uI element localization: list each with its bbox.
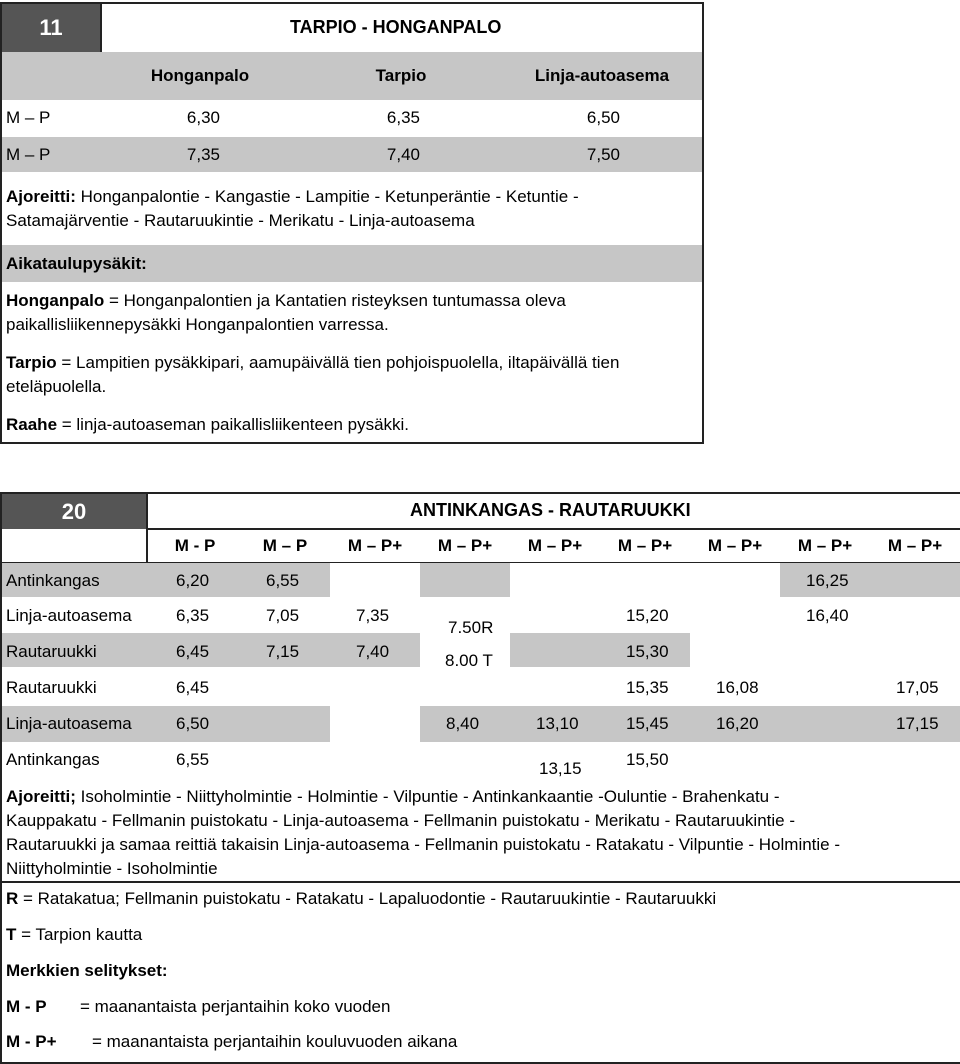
t20-route-line3: Rautaruukki ja samaa reittiä takaisin Linja-autoasema - Fellmanin puistokatu - Ratakatu - Vilpuntie - Holmintie - bbox=[6, 835, 841, 854]
t11-route bbox=[6, 185, 698, 233]
t20-stop-label: Rautaruukki bbox=[6, 678, 97, 697]
t11-row2-time-3: 7,50 bbox=[586, 145, 620, 164]
t20-col-header-3: M – P+ bbox=[347, 536, 403, 555]
t11-row1-time-2: 6,35 bbox=[386, 108, 420, 127]
t20-time-cell: 7,40 bbox=[356, 642, 390, 661]
t11-stop1-line2: paikallisliikennepysäkki Honganpalontien varressa. bbox=[6, 315, 389, 334]
t20-time-cell: 13,10 bbox=[536, 714, 579, 733]
t20-time-cell: 16,08 bbox=[716, 678, 759, 697]
t11-stop-raahe bbox=[6, 413, 698, 437]
t20-title-underline bbox=[146, 528, 960, 530]
t11-route-line1: Honganpalontie - Kangastie - Lampitie - Ketunperäntie - Ketuntie - bbox=[75, 187, 579, 206]
t20-stop-label: Rautaruukki bbox=[6, 642, 97, 661]
t20-note-r bbox=[6, 889, 716, 909]
t20-col-header-5: M – P+ bbox=[527, 536, 583, 555]
t11-route-line2: Satamajärventie - Rautaruukintie - Merikatu - Linja-autoasema bbox=[6, 211, 475, 230]
t20-note-t-text: = Tarpion kautta bbox=[16, 925, 143, 944]
t11-col-honganpalo: Honganpalo bbox=[150, 66, 250, 85]
t11-title: TARPIO - HONGANPALO bbox=[290, 17, 502, 37]
t20-stop-label: Linja-autoasema bbox=[6, 606, 132, 625]
t11-stop-tarpio bbox=[6, 351, 698, 399]
t20-time-cell: 7,35 bbox=[356, 606, 390, 625]
t11-stop3-line1: = linja-autoaseman paikallisliikenteen pysäkki. bbox=[57, 415, 410, 434]
t20-route-label: Ajoreitti; bbox=[6, 787, 76, 806]
t20-time-cell: 16,20 bbox=[716, 714, 759, 733]
t20-col-header-8: M – P+ bbox=[797, 536, 853, 555]
t20-legend1-text: = maanantaista perjantaihin koko vuoden bbox=[80, 997, 391, 1016]
t20-time-cell: 15,45 bbox=[626, 714, 669, 733]
t11-route-label: Ajoreitti: bbox=[6, 187, 76, 206]
t20-col-header-1: M - P bbox=[174, 536, 216, 555]
t20-route-line4: Niittyholmintie - Isoholmintie bbox=[6, 859, 218, 878]
t20-time-cell: 7,15 bbox=[266, 642, 300, 661]
t20-note-r-key: R bbox=[6, 889, 19, 908]
t11-row1-label: M – P bbox=[6, 108, 51, 127]
t20-time-cell: 6,55 bbox=[176, 750, 210, 769]
t20-col-header-9: M – P+ bbox=[887, 536, 943, 555]
t11-stop2-name: Tarpio bbox=[6, 353, 57, 372]
t20-col-header-4: M – P+ bbox=[437, 536, 493, 555]
t20-note-t-key: T bbox=[6, 925, 17, 944]
t20-route bbox=[6, 785, 956, 881]
t20-row-band-3 bbox=[2, 706, 960, 742]
t11-stop2-line2: eteläpuolella. bbox=[6, 377, 107, 396]
route-number-20: 20 bbox=[2, 494, 146, 529]
t20-notes-rule bbox=[2, 881, 960, 883]
t11-row1-time-1: 6,30 bbox=[186, 108, 220, 127]
t20-title: ANTINKANGAS - RAUTARUUKKI bbox=[410, 500, 691, 520]
t20-special-750: 7.50R bbox=[448, 618, 494, 637]
t20-time-cell: 6,45 bbox=[176, 678, 210, 697]
t11-stop1-line1: = Honganpalontien ja Kantatien risteyksen tuntumassa oleva bbox=[104, 291, 566, 310]
t20-time-cell: 7,05 bbox=[266, 606, 300, 625]
t20-time-cell: 6,35 bbox=[176, 606, 210, 625]
t11-row1-time-3: 6,50 bbox=[586, 108, 620, 127]
t20-time-cell: 6,55 bbox=[266, 571, 300, 590]
route-number-11: 11 bbox=[2, 4, 100, 52]
t20-time-cell: 6,50 bbox=[176, 714, 210, 733]
t11-stop1-name: Honganpalo bbox=[6, 291, 105, 310]
t11-col-tarpio: Tarpio bbox=[375, 66, 427, 85]
t20-note-t bbox=[6, 925, 142, 945]
t20-note-r-text: = Ratakatua; Fellmanin puistokatu - Ratakatu - Lapaluodontie - Rautaruukintie - Rautaruukki bbox=[18, 889, 717, 908]
t11-row2-time-1: 7,35 bbox=[186, 145, 220, 164]
t20-legend1-key: M - P bbox=[6, 997, 47, 1016]
t20-stop-label: Linja-autoasema bbox=[6, 714, 132, 733]
t20-special-800: 8.00 T bbox=[445, 651, 493, 670]
t20-time-cell: 17,05 bbox=[896, 678, 939, 697]
t20-time-cell: 6,45 bbox=[176, 642, 210, 661]
t11-number-divider bbox=[100, 4, 102, 52]
t20-stop-label: Antinkangas bbox=[6, 571, 100, 590]
t20-time-cell: 15,30 bbox=[626, 642, 669, 661]
t11-stop2-line1: = Lampitien pysäkkipari, aamupäivällä tien pohjoispuolella, iltapäivällä tien bbox=[56, 353, 620, 372]
t11-col-linja-autoasema: Linja-autoasema bbox=[534, 66, 670, 85]
t20-route-line1: Isoholmintie - Niittyholmintie - Holmintie - Vilpuntie - Antinkankaantie -Ouluntie - Brahenkatu - bbox=[75, 787, 780, 806]
t20-time-cell: 8,40 bbox=[446, 714, 480, 733]
t20-special-1315: 13,15 bbox=[539, 759, 582, 778]
t20-legend2-text: = maanantaista perjantaihin kouluvuoden aikana bbox=[92, 1032, 458, 1051]
t11-row2-time-2: 7,40 bbox=[386, 145, 420, 164]
t20-time-cell: 17,15 bbox=[896, 714, 939, 733]
t20-route-line2: Kauppakatu - Fellmanin puistokatu - Linja-autoasema - Fellmanin puistokatu - Merikatu - Rautaruukintie - bbox=[6, 811, 795, 830]
t20-time-cell: 15,20 bbox=[626, 606, 669, 625]
t20-col-header-6: M – P+ bbox=[617, 536, 673, 555]
t20-time-cell: 16,25 bbox=[806, 571, 849, 590]
t20-stop-label: Antinkangas bbox=[6, 750, 100, 769]
t11-stop3-name: Raahe bbox=[6, 415, 58, 434]
t20-time-cell: 15,35 bbox=[626, 678, 669, 697]
t20-time-cell: 15,50 bbox=[626, 750, 669, 769]
t11-stops-heading: Aikataulupysäkit: bbox=[6, 254, 147, 273]
t11-row2-label: M – P bbox=[6, 145, 51, 164]
t20-time-cell: 6,20 bbox=[176, 571, 210, 590]
t20-header-rule bbox=[2, 562, 960, 563]
t20-legend-title: Merkkien selitykset: bbox=[6, 961, 168, 980]
t20-time-cell: 16,40 bbox=[806, 606, 849, 625]
t20-col-header-7: M – P+ bbox=[707, 536, 763, 555]
t20-col-header-2: M – P bbox=[262, 536, 308, 555]
t20-legend2-key: M - P+ bbox=[6, 1032, 57, 1051]
t11-stop-honganpalo bbox=[6, 289, 698, 337]
